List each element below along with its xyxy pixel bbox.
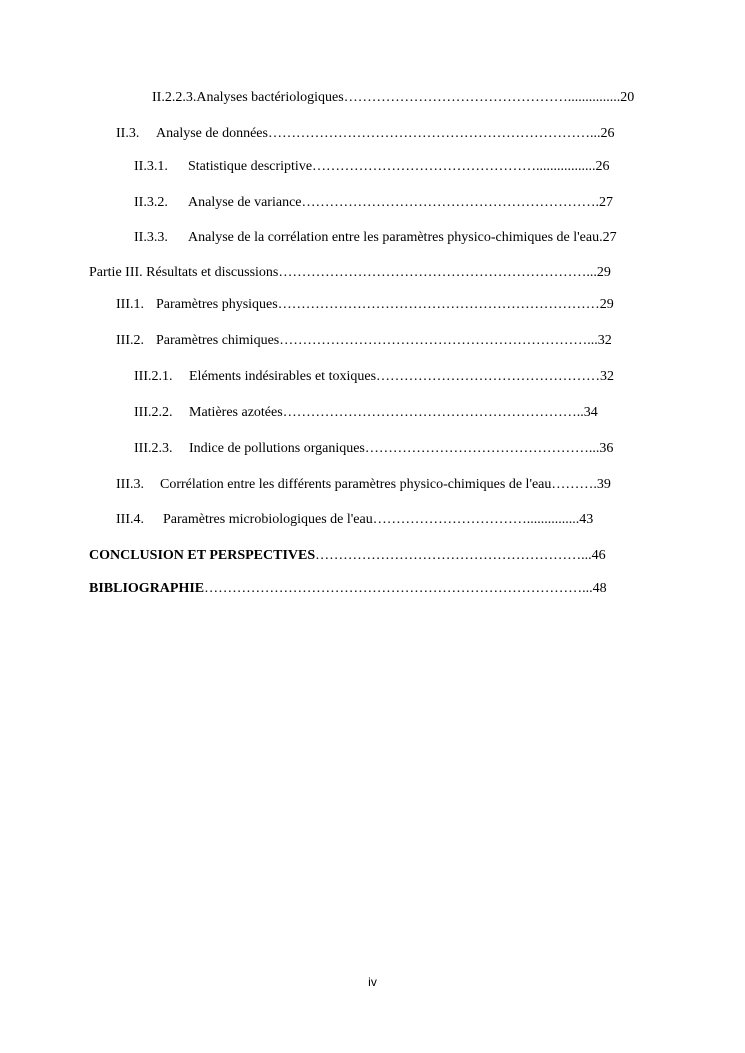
toc-entry-title: CONCLUSION ET PERSPECTIVES — [89, 548, 316, 563]
toc-entry-leader: …………………………………………............... — [343, 90, 621, 105]
toc-entry-number: II.2.2.3. — [152, 90, 197, 105]
toc-entry-title: Statistique descriptive — [188, 159, 313, 174]
toc-entry[interactable] — [116, 125, 614, 143]
toc-entry[interactable] — [134, 229, 617, 247]
toc-entry[interactable] — [116, 511, 593, 529]
toc-entry-number: II.3.1. — [134, 159, 168, 174]
toc-entry-leader: …………………………………………………………... — [279, 333, 598, 348]
toc-entry-number: II.3.2. — [134, 195, 168, 210]
toc-entry-page: 39 — [596, 477, 611, 492]
toc-entry-leader: …………………………………………………... — [315, 548, 592, 563]
toc-entry-title: Analyse de variance — [188, 195, 302, 210]
toc-entry-number: III.3. — [116, 477, 144, 492]
page-number: iv — [368, 975, 377, 989]
toc-entry-leader: …………………………………………………………... — [278, 265, 597, 280]
toc-entry-page: 29 — [596, 265, 611, 280]
toc-entry[interactable] — [116, 476, 611, 494]
toc-entry-number: III.4. — [116, 512, 144, 527]
toc-entry-page: 48 — [592, 581, 607, 596]
toc-entry-title: Corrélation entre les différents paramètres physico-chimiques de l'eau — [160, 477, 552, 492]
toc-entry[interactable] — [134, 158, 610, 176]
toc-entry-title: Matières azotées — [189, 405, 283, 420]
toc-entry[interactable] — [89, 547, 606, 565]
toc-entry-page: 20 — [620, 90, 635, 105]
toc-entry[interactable] — [89, 580, 607, 598]
toc-entry-leader: ………………………………………… — [376, 369, 601, 384]
toc-entry[interactable] — [134, 368, 614, 386]
toc-entry-number: III.1. — [116, 297, 144, 312]
toc-entry-title: Partie III. Résultats et discussions — [89, 265, 279, 280]
toc-entry[interactable] — [116, 296, 614, 314]
toc-entry-page: 34 — [583, 405, 598, 420]
toc-entry-title: Paramètres physiques — [156, 297, 278, 312]
toc-entry-title: Analyses bactériologiques — [196, 90, 344, 105]
toc-entry-title: Paramètres microbiologiques de l'eau — [163, 512, 373, 527]
toc-entry[interactable] — [134, 194, 613, 212]
toc-entry-leader: ………………………………………………………. — [301, 195, 599, 210]
toc-entry-page: 26 — [600, 126, 615, 141]
toc-entry-leader: ……………………………………………………………... — [267, 126, 601, 141]
toc-entry-page: 46 — [591, 548, 606, 563]
toc-entry-page: 32 — [600, 369, 615, 384]
toc-entry-leader: ……………………………............... — [372, 512, 580, 527]
toc-entry-leader: …………………………………………................. — [312, 159, 596, 174]
toc-entry-title: Analyse de la corrélation entre les paramètres physico-chimiques de l'eau. — [188, 230, 603, 245]
toc-entry-title: Analyse de données — [156, 126, 268, 141]
toc-entry-number: III.2.3. — [134, 441, 173, 456]
toc-entry-page: 26 — [595, 159, 610, 174]
toc-entry-leader: …………………………………………... — [364, 441, 600, 456]
toc-entry-number: III.2.1. — [134, 369, 173, 384]
toc-entry-leader: ……………………………………………………….. — [282, 405, 584, 420]
toc-entry-number: III.2.2. — [134, 405, 173, 420]
toc-entry-page: 43 — [579, 512, 594, 527]
toc-entry-leader: ………………………………………………………………………... — [204, 581, 593, 596]
toc-entry-title: Paramètres chimiques — [156, 333, 280, 348]
toc-entry-page: 27 — [599, 195, 613, 210]
toc-entry-page: 27 — [602, 230, 617, 245]
toc-entry[interactable] — [116, 332, 612, 350]
toc-entry[interactable] — [134, 440, 613, 458]
toc-entry-title: BIBLIOGRAPHIE — [89, 581, 205, 596]
toc-entry-page: 32 — [597, 333, 612, 348]
toc-entry[interactable] — [134, 404, 598, 422]
toc-entry-number: II.3.3. — [134, 230, 168, 245]
toc-entry-number: II.3. — [116, 126, 140, 141]
toc-entry-title: Eléments indésirables et toxiques — [189, 369, 377, 384]
toc-entry[interactable] — [89, 264, 611, 282]
toc-entry-leader: ………. — [551, 477, 597, 492]
toc-entry-leader: …………………………………………………………… — [277, 297, 600, 312]
toc-entry-number: III.2. — [116, 333, 144, 348]
toc-entry-page: 36 — [599, 441, 614, 456]
toc-entry[interactable] — [152, 89, 634, 107]
toc-entry-page: 29 — [599, 297, 614, 312]
toc-entry-title: Indice de pollutions organiques — [189, 441, 365, 456]
